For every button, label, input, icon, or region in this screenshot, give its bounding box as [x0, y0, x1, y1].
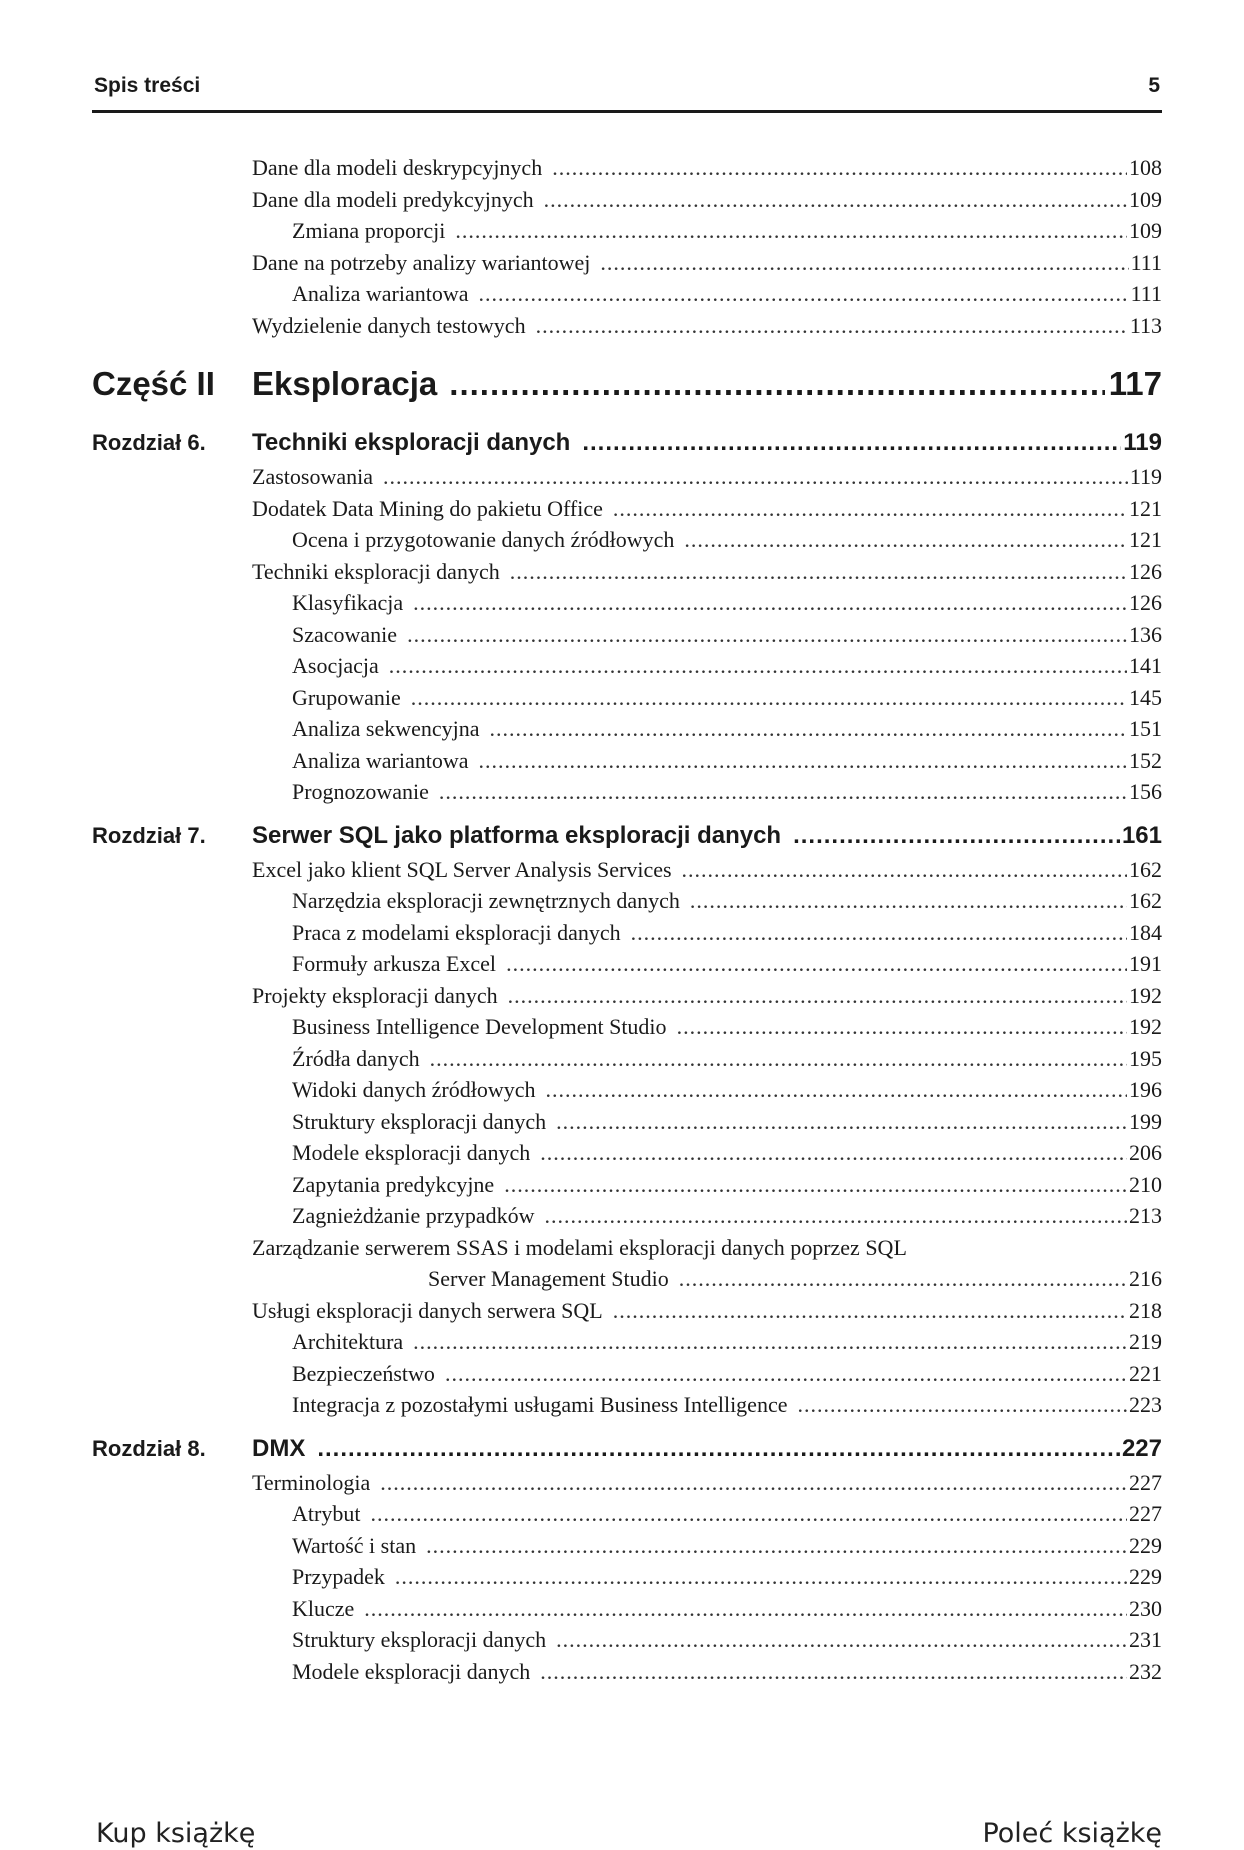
chapter-title: Serwer SQL jako platforma eksploracji danych	[252, 821, 782, 849]
toc-entry-label: Dane dla modeli deskrypcyjnych	[252, 155, 543, 180]
page-number: 5	[1148, 74, 1160, 97]
toc-entry-page: 126	[1129, 590, 1162, 615]
toc-entry-page: 227	[1129, 1469, 1162, 1495]
toc-entry-label: Modele eksploracji danych	[292, 1658, 531, 1684]
toc-entry-page: 191	[1129, 951, 1162, 976]
continued-entries	[92, 152, 1162, 341]
toc-entry-label: Usługi eksploracji danych serwera SQL	[252, 1297, 603, 1323]
toc-entry[interactable]	[252, 556, 1162, 588]
dot-leader	[690, 885, 1127, 917]
toc-entry-label: Grupowanie	[292, 684, 401, 710]
chapter-block	[92, 1431, 1162, 1688]
toc-entry-continuation	[412, 1263, 1162, 1295]
chapter-heading[interactable]	[92, 818, 1162, 854]
toc-subentry[interactable]	[252, 1624, 1162, 1656]
part-heading[interactable]	[92, 353, 1162, 415]
toc-subentry[interactable]	[252, 885, 1162, 917]
toc-entry-label: Bezpieczeństwo	[292, 1360, 435, 1386]
toc-entry-label: Analiza wariantowa	[292, 747, 469, 773]
toc-entry[interactable]	[252, 184, 1162, 216]
toc-entry-label: Dane dla modeli predykcyjnych	[252, 186, 534, 212]
dot-leader	[613, 1295, 1127, 1327]
toc-entry-wrapped[interactable]	[252, 1232, 1162, 1295]
toc-entry-page: 199	[1129, 1108, 1162, 1134]
dot-leader	[395, 1561, 1127, 1593]
toc-entry-page: 152	[1129, 747, 1162, 773]
dot-leader	[413, 587, 1127, 619]
toc-entry-page: 221	[1129, 1360, 1162, 1386]
dot-leader	[536, 310, 1128, 342]
toc-entry[interactable]	[252, 1295, 1162, 1327]
dot-leader	[546, 1074, 1128, 1106]
toc-entry-page: 231	[1129, 1627, 1162, 1652]
chapter-page: 227	[1121, 1434, 1162, 1462]
toc-entry-page: 227	[1129, 1501, 1162, 1526]
toc-entry[interactable]	[252, 1467, 1162, 1499]
dot-leader	[545, 1200, 1128, 1232]
toc-entry-page: 156	[1129, 779, 1162, 804]
toc-entry-page: 213	[1129, 1203, 1162, 1228]
dot-leader	[508, 980, 1127, 1012]
toc-entry-label: Dane na potrzeby analizy wariantowej	[252, 249, 591, 275]
toc-subentry[interactable]	[252, 1169, 1162, 1201]
toc-entry-page: 229	[1129, 1532, 1162, 1558]
dot-leader	[317, 1431, 1120, 1467]
toc-entry-label: Praca z modelami eksploracji danych	[292, 919, 621, 945]
toc-subentry[interactable]	[252, 1011, 1162, 1043]
toc-subentry[interactable]	[252, 650, 1162, 682]
toc-subentry[interactable]	[252, 619, 1162, 651]
toc-entry[interactable]	[252, 247, 1162, 279]
dot-leader	[613, 493, 1127, 525]
dot-leader	[455, 215, 1127, 247]
toc-entry-page: 111	[1130, 249, 1162, 275]
toc-entry-page: 145	[1129, 684, 1162, 710]
toc-entry[interactable]	[252, 493, 1162, 525]
dot-leader	[479, 745, 1127, 777]
toc-entry-page: 216	[1129, 1266, 1162, 1291]
toc-subentry[interactable]	[252, 1200, 1162, 1232]
toc-entry-page: 109	[1129, 186, 1162, 212]
dot-leader	[445, 1358, 1127, 1390]
toc-subentry[interactable]	[252, 215, 1162, 247]
recommend-book-link[interactable]: Poleć książkę	[982, 1818, 1162, 1849]
part-page: 117	[1108, 365, 1162, 402]
toc-subentry[interactable]	[252, 1656, 1162, 1688]
dot-leader	[380, 1467, 1127, 1499]
toc-subentry[interactable]	[252, 745, 1162, 777]
dot-leader	[426, 1530, 1127, 1562]
part-number: Część II	[92, 365, 215, 402]
toc-entry-page: 111	[1130, 281, 1162, 306]
chapter-number: Rozdział 7.	[92, 822, 206, 848]
dot-leader	[544, 184, 1127, 216]
toc-entry-label: Widoki danych źródłowych	[292, 1077, 536, 1102]
dot-leader	[370, 1498, 1127, 1530]
dot-leader	[449, 353, 1104, 415]
chapter-block	[92, 818, 1162, 1421]
toc-entry[interactable]	[252, 980, 1162, 1012]
toc-entry-label: Modele eksploracji danych	[292, 1140, 531, 1165]
toc-entry-label: Szacowanie	[292, 621, 398, 647]
toc-entry-label-cont: Server Management Studio	[428, 1266, 669, 1291]
toc-entry-page: 219	[1129, 1329, 1162, 1354]
toc-entry-label: Excel jako klient SQL Server Analysis Services	[252, 856, 672, 882]
toc-entry-label: Narzędzia eksploracji zewnętrznych danych	[292, 888, 680, 913]
toc-subentry[interactable]	[252, 1137, 1162, 1169]
toc-subentry[interactable]	[252, 1389, 1162, 1421]
toc-entry-label: Zarządzanie serwerem SSAS i modelami eksploracji danych poprzez SQL	[252, 1234, 907, 1260]
toc-subentry[interactable]	[252, 1593, 1162, 1625]
dot-leader	[582, 425, 1121, 461]
toc-entry-page: 141	[1129, 653, 1162, 678]
toc-entry-label: Źródła danych	[292, 1045, 420, 1071]
dot-leader	[552, 152, 1127, 184]
dot-leader	[684, 524, 1127, 556]
dot-leader	[430, 1043, 1127, 1075]
toc-entry-page: 232	[1129, 1658, 1162, 1684]
toc-entry-page: 210	[1129, 1171, 1162, 1197]
chapter-number: Rozdział 8.	[92, 1435, 206, 1461]
chapter-heading[interactable]	[92, 425, 1162, 461]
toc-entry-label: Struktury eksploracji danych	[292, 1627, 547, 1652]
dot-leader	[504, 1169, 1127, 1201]
dot-leader	[413, 1326, 1127, 1358]
toc-entry-page: 229	[1129, 1564, 1162, 1589]
toc-entry-page: 162	[1129, 856, 1162, 882]
toc-subentry[interactable]	[252, 948, 1162, 980]
dot-leader	[540, 1137, 1127, 1169]
chapter-block	[92, 425, 1162, 808]
chapter-title: DMX	[252, 1434, 306, 1462]
dot-leader	[411, 682, 1127, 714]
toc-entry-page: 196	[1129, 1077, 1162, 1102]
toc-entry[interactable]	[252, 152, 1162, 184]
toc-subentry[interactable]	[252, 1498, 1162, 1530]
toc-subentry[interactable]	[252, 1326, 1162, 1358]
toc-entry-page: 192	[1129, 1014, 1162, 1039]
toc-entry-label: Analiza wariantowa	[292, 281, 469, 306]
chapter-number: Rozdział 6.	[92, 430, 206, 455]
dot-leader	[540, 1656, 1127, 1688]
toc-entry-page: 109	[1129, 218, 1162, 243]
dot-leader	[600, 247, 1128, 279]
toc-subentry[interactable]	[252, 1043, 1162, 1075]
toc-subentry[interactable]	[252, 1074, 1162, 1106]
toc-subentry[interactable]	[252, 524, 1162, 556]
toc-entry[interactable]	[252, 461, 1162, 493]
dot-leader	[682, 854, 1127, 886]
chapter-title: Techniki eksploracji danych	[252, 429, 571, 456]
toc-entry-page: 151	[1129, 716, 1162, 741]
toc-subentry[interactable]	[252, 917, 1162, 949]
toc-entry-page: 136	[1129, 621, 1162, 647]
page-header	[92, 74, 1162, 113]
dot-leader	[556, 1106, 1127, 1138]
toc-subentry[interactable]	[252, 1106, 1162, 1138]
toc-subentry[interactable]	[252, 1561, 1162, 1593]
toc-entry-page: 113	[1129, 312, 1162, 338]
toc-entry-page: 223	[1129, 1392, 1162, 1417]
toc-entry-page: 108	[1129, 155, 1162, 180]
table-of-contents	[92, 152, 1162, 1687]
toc-entry-page: 206	[1129, 1140, 1162, 1165]
toc-entry-label: Zastosowania	[252, 464, 373, 489]
toc-entry-page: 126	[1129, 558, 1162, 584]
dot-leader	[407, 619, 1127, 651]
toc-subentry[interactable]	[252, 682, 1162, 714]
toc-entry-label: Zapytania predykcyjne	[292, 1171, 495, 1197]
toc-entry-label: Asocjacja	[292, 653, 379, 678]
toc-subentry[interactable]	[252, 713, 1162, 745]
toc-entry-label: Prognozowanie	[292, 779, 429, 804]
dot-leader	[677, 1011, 1127, 1043]
toc-entry-label: Zmiana proporcji	[292, 218, 446, 243]
toc-entry-label: Business Intelligence Development Studio	[292, 1014, 667, 1039]
toc-entry-label: Struktury eksploracji danych	[292, 1108, 547, 1134]
running-title: Spis treści	[94, 74, 201, 97]
buy-book-link[interactable]: Kup książkę	[96, 1818, 256, 1849]
dot-leader	[797, 1389, 1127, 1421]
dot-leader	[510, 556, 1127, 588]
toc-entry-page: 162	[1129, 888, 1162, 913]
dot-leader	[364, 1593, 1127, 1625]
toc-entry-page: 218	[1129, 1297, 1162, 1323]
toc-entry-label: Przypadek	[292, 1564, 385, 1589]
toc-entry-label: Integracja z pozostałymi usługami Business Intelligence	[292, 1392, 788, 1417]
toc-entry-page: 195	[1129, 1045, 1162, 1071]
toc-entry-page: 184	[1129, 919, 1162, 945]
toc-entry-label: Zagnieżdżanie przypadków	[292, 1203, 535, 1228]
dot-leader	[439, 776, 1127, 808]
toc-entry-page: 192	[1129, 982, 1162, 1008]
toc-subentry[interactable]	[252, 587, 1162, 619]
toc-subentry[interactable]	[252, 278, 1162, 310]
toc-entry-label: Projekty eksploracji danych	[252, 982, 498, 1008]
toc-entry-label: Architektura	[292, 1329, 404, 1354]
toc-entry-label: Klucze	[292, 1595, 355, 1621]
toc-entry-page: 121	[1129, 527, 1162, 552]
toc-subentry[interactable]	[252, 1358, 1162, 1390]
toc-entry-label: Formuły arkusza Excel	[292, 951, 497, 976]
toc-entry-label: Wydzielenie danych testowych	[252, 312, 526, 338]
toc-entry[interactable]	[252, 310, 1162, 342]
toc-entry-label: Wartość i stan	[292, 1532, 417, 1558]
toc-entry-label: Dodatek Data Mining do pakietu Office	[252, 495, 603, 521]
dot-leader	[556, 1624, 1127, 1656]
toc-subentry[interactable]	[252, 776, 1162, 808]
toc-entry-label: Techniki eksploracji danych	[252, 558, 500, 584]
toc-entry-page: 230	[1129, 1595, 1162, 1621]
chapter-page: 161	[1121, 821, 1162, 849]
dot-leader	[631, 917, 1127, 949]
dot-leader	[383, 461, 1128, 493]
dot-leader	[490, 713, 1127, 745]
toc-entry-label: Ocena i przygotowanie danych źródłowych	[292, 527, 675, 552]
dot-leader	[793, 818, 1120, 854]
toc-entry-label: Analiza sekwencyjna	[292, 716, 480, 741]
toc-entry-page: 121	[1129, 495, 1162, 521]
toc-entry-page: 119	[1129, 464, 1162, 489]
dot-leader	[389, 650, 1127, 682]
part-title: Eksploracja	[252, 365, 438, 402]
toc-entry-label: Klasyfikacja	[292, 590, 404, 615]
toc-subentry[interactable]	[252, 1530, 1162, 1562]
toc-entry[interactable]	[252, 854, 1162, 886]
dot-leader	[479, 278, 1129, 310]
chapter-heading[interactable]	[92, 1431, 1162, 1467]
dot-leader	[506, 948, 1127, 980]
toc-entry-label: Atrybut	[292, 1501, 361, 1526]
toc-entry-label: Terminologia	[252, 1469, 371, 1495]
dot-leader	[679, 1263, 1127, 1295]
chapter-page: 119	[1123, 429, 1162, 456]
